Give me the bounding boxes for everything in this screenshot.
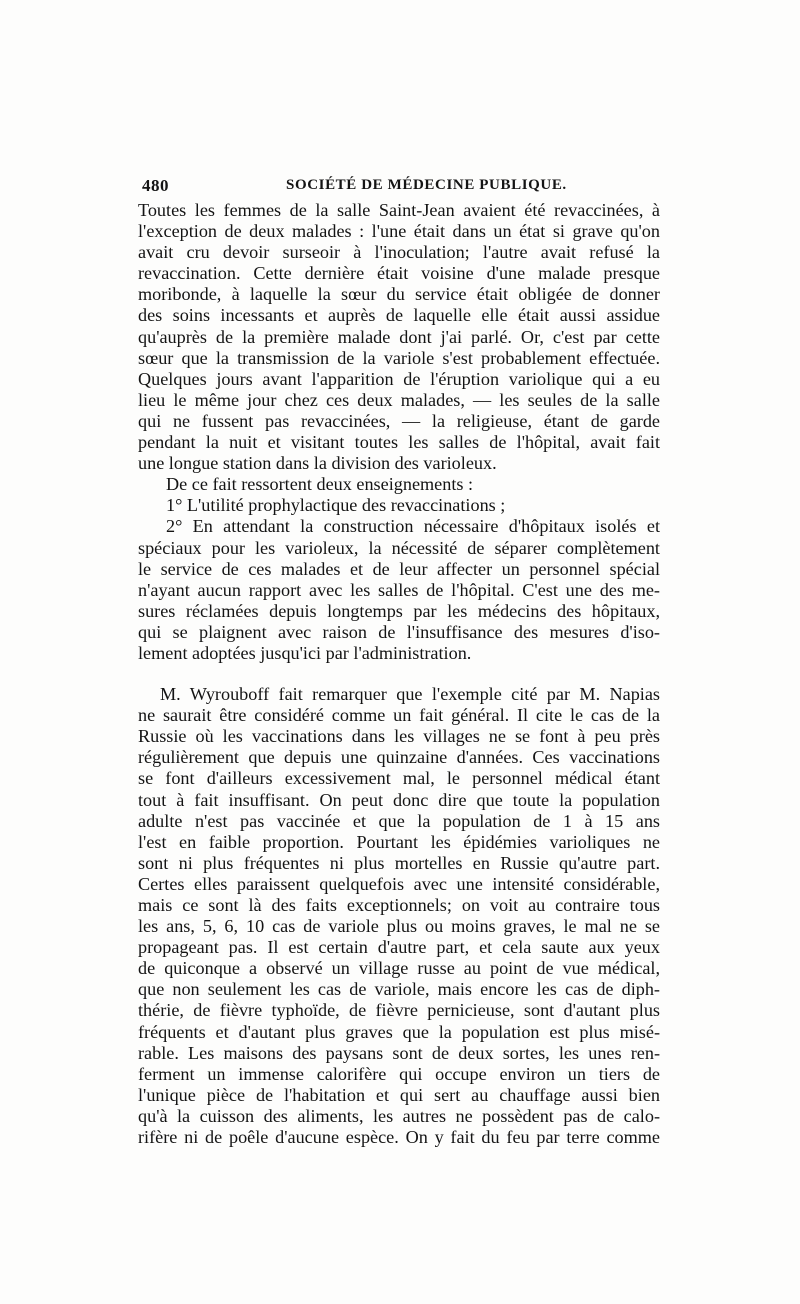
text-line: rable. Les maisons des paysans sont de deux sortes, les unes ren- [138, 1042, 660, 1063]
text-line: revaccination. Cette dernière était voisine d'une malade presque [138, 263, 660, 284]
text-line: pendant la nuit et visitant toutes les salles de l'hôpital, avait fait [138, 432, 660, 453]
text-line: M. Wyrouboff fait remarquer que l'exemple cité par M. Napias [160, 684, 660, 705]
paragraph-lessons-intro [138, 474, 660, 495]
text-line: régulièrement que depuis une quinzaine d'années. Ces vaccinations [138, 747, 660, 768]
running-title: SOCIÉTÉ DE MÉDECINE PUBLIQUE. [286, 177, 567, 193]
paragraph-lesson-one [138, 495, 660, 516]
paragraph-hospital-account [138, 200, 660, 474]
text-line: De ce fait ressortent deux enseignements : [166, 474, 474, 495]
text-line: ne saurait être considéré comme un fait général. Il cite le cas de la [138, 705, 660, 726]
text-line: l'unique pièce de l'habitation et qui sert au chauffage aussi bien [138, 1084, 660, 1105]
text-line: moribonde, à laquelle la sœur du service était obligée de donner [138, 284, 660, 305]
text-line: qui se plaignent avec raison de l'insuffisance des mesures d'iso- [138, 621, 660, 642]
text-line: 1° L'utilité prophylactique des revaccinations ; [166, 495, 506, 516]
running-header [136, 176, 660, 202]
text-line: adulte n'est pas vaccinée et que la population de 1 à 15 ans [138, 810, 660, 831]
page-number: 480 [142, 176, 169, 195]
text-line: spéciaux pour les varioleux, la nécessité de séparer complètement [138, 537, 660, 558]
text-line: rifère ni de poêle d'aucune espèce. On y fait du feu par terre comme [138, 1127, 660, 1148]
text-line: Quelques jours avant l'apparition de l'éruption variolique qui a eu [138, 368, 660, 389]
text-line: fréquents et d'autant plus graves que la population est plus misé- [138, 1021, 660, 1042]
text-line: l'est en faible proportion. Pourtant les épidémies varioliques ne [138, 831, 660, 852]
text-line: qu'à la cuisson des aliments, les autres ne possèdent pas de calo- [138, 1105, 660, 1126]
text-line: propageant pas. Il est certain d'autre part, et cela saute aux yeux [138, 937, 660, 958]
text-line: ferment un immense calorifère qui occupe environ un tiers de [138, 1063, 660, 1084]
text-line: sœur que la transmission de la variole s'est probablement effectuée. [138, 347, 660, 368]
text-line: mais ce sont là des faits exceptionnels; on voit au contraire tous [138, 895, 660, 915]
text-line: une longue station dans la division des varioleux. [138, 453, 497, 474]
text-line: lement adoptées jusqu'ici par l'administration. [138, 642, 472, 663]
paragraph-wyrouboff-remarks [138, 684, 660, 1148]
text-line: avait cru devoir surseoir à l'inoculation; l'autre avait refusé la [138, 242, 660, 263]
text-line: qu'auprès de la première malade dont j'ai parlé. Or, c'est par cette [138, 326, 660, 347]
text-line: se font d'ailleurs excessivement mal, le personnel médical étant [138, 768, 660, 789]
paragraph-spacer [138, 664, 660, 684]
text-line: Toutes les femmes de la salle Saint-Jean avaient été revaccinées, à [138, 200, 660, 220]
text-line: qui ne fussent pas revaccinées, — la religieuse, étant de garde [138, 410, 660, 431]
text-line: Certes elles paraissent quelquefois avec une intensité considérable, [138, 873, 660, 894]
paragraph-lesson-two [138, 516, 660, 664]
text-line: 2° En attendant la construction nécessaire d'hôpitaux isolés et [166, 516, 660, 537]
text-line: thérie, de fièvre typhoïde, de fièvre pernicieuse, sont d'autant plus [138, 1000, 660, 1021]
text-line: que non seulement les cas de variole, mais encore les cas de diph- [138, 979, 660, 1000]
body-text [138, 200, 660, 1148]
text-line: lieu le même jour chez ces deux malades, — les seules de la salle [138, 389, 660, 410]
text-line: des soins incessants et auprès de laquelle elle était aussi assidue [138, 305, 660, 326]
text-line: sures réclamées depuis longtemps par les médecins des hôpitaux, [138, 600, 660, 621]
text-line: le service de ces malades et de leur affecter un personnel spécial [138, 558, 660, 579]
text-line: n'ayant aucun rapport avec les salles de l'hôpital. C'est une des me- [138, 579, 660, 600]
text-line: tout à fait insuffisant. On peut donc dire que toute la population [138, 789, 660, 810]
text-line: Russie où les vaccinations dans les villages ne se font à peu près [138, 726, 660, 747]
text-line: de quiconque a observé un village russe au point de vue médical, [138, 958, 660, 979]
text-line: sont ni plus fréquentes ni plus mortelles en Russie qu'autre part. [138, 852, 660, 873]
text-line: l'exception de deux malades : l'une était dans un état si grave qu'on [138, 221, 660, 242]
text-line: les ans, 5, 6, 10 cas de variole plus ou moins graves, le mal ne se [138, 916, 660, 937]
